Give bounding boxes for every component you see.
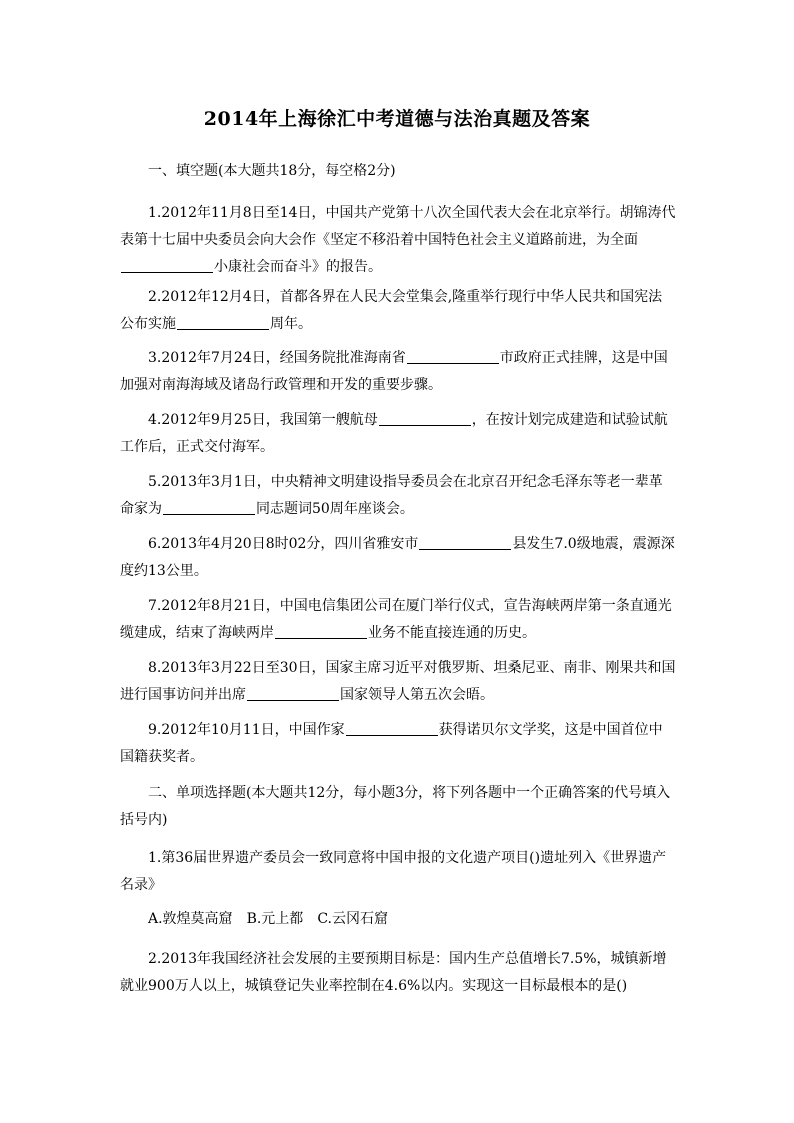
answer-blank xyxy=(419,535,511,550)
question-2-text-b: 周年。 xyxy=(270,316,312,332)
option-a: A.敦煌莫高窟 xyxy=(148,911,233,927)
question-9-text-a: 9.2012年10月11日，中国作家 xyxy=(148,722,345,738)
question-9 xyxy=(120,717,676,771)
question-4 xyxy=(120,407,676,461)
question-5 xyxy=(120,469,676,523)
question-7-text-b: 业务不能直接连通的历史。 xyxy=(368,625,536,641)
question-8-text-a: 8.2013年3月22日至30日，国家主席习近平对俄罗斯、坦桑尼亚、南非、刚果共和国进行国事访问并出席 xyxy=(120,660,676,703)
answer-blank xyxy=(163,500,255,515)
question-9-text-b: 获得诺贝尔文学奖，这是中国首位中国籍获奖者。 xyxy=(120,722,663,765)
question-4-text-b: ，在按计划完成建造和试验试航工作后，正式交付海军。 xyxy=(120,412,668,455)
question-7 xyxy=(120,593,676,647)
question-7-text-a: 7.2012年8月21日，中国电信集团公司在厦门举行仪式，宣告海峡两岸第一条直通光缆建成，结束了海峡两岸 xyxy=(120,598,672,641)
question-8 xyxy=(120,655,676,709)
question-3-text-b: 市政府正式挂牌，这是中国加强对南海海域及诸岛行政管理和开发的重要步骤。 xyxy=(120,350,668,393)
answer-blank xyxy=(407,349,499,364)
section-heading-fill-in: 一、填空题(本大题共18分，每空格2分) xyxy=(148,163,396,179)
question-5-text-a: 5.2013年3月1日，中央精神文明建设指导委员会在北京召开纪念毛泽东等老一辈革命家为 xyxy=(120,474,663,517)
option-c: C.云冈石窟 xyxy=(317,911,388,927)
question-4-text-a: 4.2012年9月25日，我国第一艘航母 xyxy=(148,412,378,428)
answer-blank xyxy=(247,686,339,701)
mc-question-1-options xyxy=(120,906,676,933)
question-8-text-b: 国家领导人第五次会晤。 xyxy=(340,687,494,703)
answer-blank xyxy=(121,258,213,273)
question-3-text-a: 3.2012年7月24日，经国务院批准海南省 xyxy=(148,350,406,366)
question-1 xyxy=(120,200,676,281)
answer-blank xyxy=(346,721,438,736)
question-2 xyxy=(120,284,676,338)
section-heading-multiple-choice: 二、单项选择题(本大题共12分，每小题3分，将下列各题中一个正确答案的代号填入括号内) xyxy=(120,785,671,828)
question-3 xyxy=(120,345,676,399)
question-6-text-a: 6.2013年4月20日8时02分，四川省雅安市 xyxy=(148,536,419,552)
mc-question-2: 2.2013年我国经济社会发展的主要预期目标是：国内生产总值增长7.5%，城镇新增就业900万人以上，城镇登记失业率控制在4.6%以内。实现这一目标最根本的是() xyxy=(120,951,667,994)
question-1-text-b: 小康社会而奋斗》的报告。 xyxy=(214,259,382,275)
question-6 xyxy=(120,531,676,585)
answer-blank xyxy=(379,411,471,426)
answer-blank xyxy=(177,315,269,330)
option-b: B.元上都 xyxy=(246,911,304,927)
question-6-text-b: 县发生7.0级地震，震源深度约13公里。 xyxy=(120,536,675,579)
question-1-text-a: 1.2012年11月8日至14日，中国共产党第十八次全国代表大会在北京举行。胡锦涛代表第十七届中央委员会向大会作《坚定不移沿着中国特色社会主义道路前进，为全面 xyxy=(120,205,676,248)
document-title: 2014年上海徐汇中考道德与法治真题及答案 xyxy=(203,108,591,130)
question-2-text-a: 2.2012年12月4日，首都各界在人民大会堂集会,隆重举行现行中华人民共和国宪法公布实施 xyxy=(120,289,663,332)
question-5-text-b: 同志题词50周年座谈会。 xyxy=(256,501,414,517)
mc-question-1: 1.第36届世界遗产委员会一致同意将中国申报的文化遗产项目()遗址列入《世界遗产名录》 xyxy=(120,850,667,893)
answer-blank xyxy=(275,624,367,639)
